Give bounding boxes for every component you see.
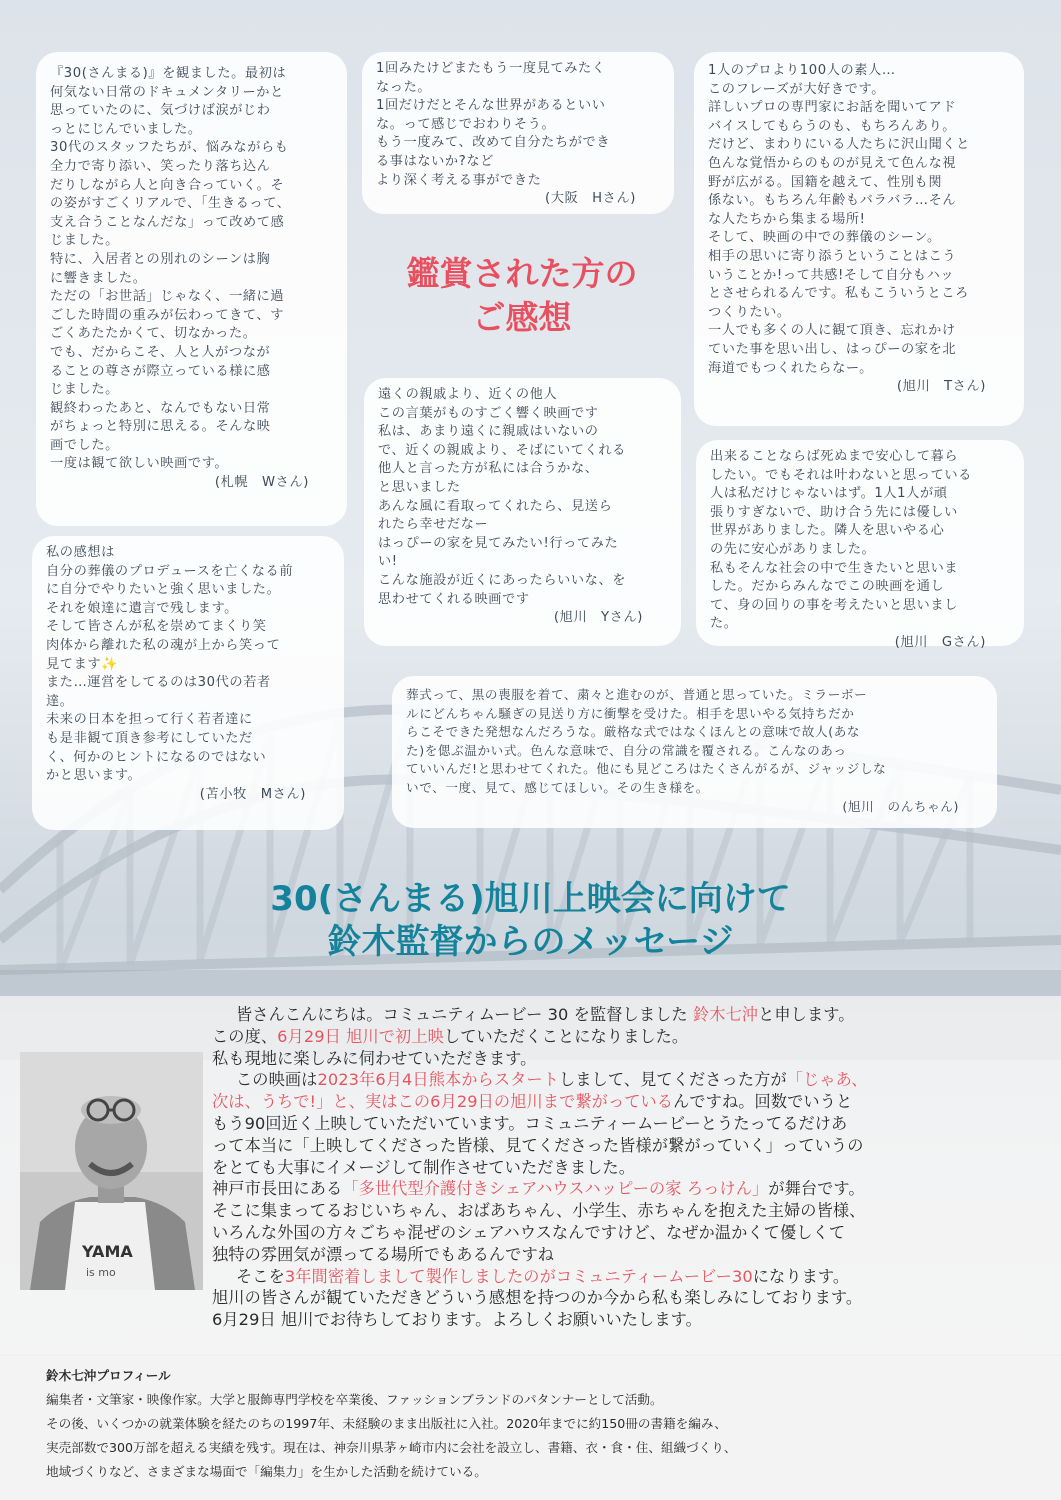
review-body: 私の感想は 自分の葬儀のプロデュースを亡くなる前 に自分でやりたいと強く思いました。 それを娘達に遺言で残します。 そして皆さんが私を崇めてまくり笑 肉体から離れた私の魂が上から笑って 見てます✨ また…運営をしてるのは30代の若者 達。 未来の日本を担って行く若者達に も是非観て頂き参考にしていただ く、何かのヒントになるのではない かと思います。 xyxy=(46,545,294,784)
profile-line: その後、いくつかの就業体験を経たのちの1997年、未経験のまま出版社に入社。2020年までに約150冊の書籍を編み、 xyxy=(46,1416,727,1431)
review-card-asahikawa-t xyxy=(694,52,1024,426)
profile-line: 地域づくりなど、さまざまな場面で「編集力」を生かした活動を続けている。 xyxy=(46,1464,487,1479)
review-signature: (苫小牧 Mさん) xyxy=(199,786,306,802)
director-photo xyxy=(20,1052,203,1290)
review-signature: (札幌 Wさん) xyxy=(214,475,309,491)
profile-title: 鈴木七沖プロフィール xyxy=(46,1368,171,1383)
review-body: 『30(さんまる)』を観ました。最初は 何気ない日常のドキュメンタリーかと 思っていたのに、気づけば涙がじわ っとにじんでいました。 30代のスタッフたちが、悩みながらも 全力で寄り添い、笑ったり落ち込ん だりしながら人と向き合っていく。そ の姿がすごくリアルで、「生きるって、 支え合うことなんだな」って改めて感 じました。 特に、入居者との別れのシーンは胸 に響きました。 ただの「お世話」じゃなく、一緒に過 ごした時間の重みが伝わってきて、す ごくあたたかくて、切なかった。 でも、だからこそ、人と人がつなが ることの尊さが際立っている様に感 じました。 観終わったあと、なんでもない日常 がちょっと特別に思える。そんな映 画でした。 一度は観て欲しい映画です。 xyxy=(50,66,291,472)
svg-text:is mo: is mo xyxy=(86,1266,116,1279)
review-signature: (大阪 Hさん) xyxy=(545,191,636,207)
review-body: 葬式って、黒の喪服を着て、粛々と進むのが、普通と思っていた。ミラーボー ルにどんちゃん騒ぎの見送り方に衝撃を受けた。相手を思いやる気持ちだか らこそできた発想なんだろうな。厳格な式ではなくほんとの意味で故人(あな た)を偲ぶ温かい式。色んな意味で、自分の常識を覆される。こんなのあっ ていいんだ!と思わせてくれた。他にも見どころはたくさんがるが、ジャッジしな いで、一度、見て、感じてほしい。その生き様を。 xyxy=(406,687,887,795)
review-card-osaka xyxy=(362,52,674,214)
profile-line: 実売部数で300万部を超える実績を残す。現在は、神奈川県茅ヶ崎市内に会社を設立し、書籍、衣・食・住、組織づくり、 xyxy=(46,1440,737,1455)
review-card-asahikawa-y xyxy=(364,378,681,646)
review-body: 1回みたけどまたもう一度見てみたく なった。 1回だけだとそんな世界があるといい な。って感じでおわりそう。 もう一度みて、改めて自分たちができ る事はないか?など より深く考える事ができた xyxy=(376,61,611,188)
director-message: 皆さんこんにちは。コミュニティムービー 30 を監督しました 鈴木七沖と申します。 この度、6月29日 旭川で初上映していただくことになりました。 私も現地に楽しみに伺わせていただきます。 この映画は2023年6月4日熊本からスタートしまして、見てくださった方が「じゃあ、 次は、うちで!」と、実はこの6月29日の旭川まで繋がっているんですね。回数でいうと もう90回近く上映していただいています。コミュニティームービーとうたってるだけあ って本当に「上映してくださった皆様、見てくださった皆様が繋がっていく」っていうの をとても大事にイメージして制作させていただきました。 神戸市長田にある「多世代型介護付きシェアハウスハッピーの家 ろっけん」が舞台です。 そこに集まってるおじいちゃん、おばあちゃん、小学生、赤ちゃんを抱えた主婦の皆様、 いろんな外国の方々ごちゃ混ぜのシェアハウスなんですけど、なぜか温かくて優しくて 独特の雰囲気が漂ってる場所でもあるんですね そこを3年間密着しまして製作しましたのがコミュニティームービー30になります。 旭川の皆さんが観ていただきどういう感想を持つのか今から私も楽しみにしております。 6月29日 旭川でお待ちしております。よろしくお願いいたします。 xyxy=(212,1005,868,1330)
review-card-tomakomai xyxy=(32,536,344,830)
review-body: 遠くの親戚より、近くの他人 この言葉がものすごく響く映画です 私は、あまり遠くに親戚はいないの で、近くの親戚より、そばにいてくれる 他人と言った方が私には合うかな、 と思いました あんな風に看取ってくれたら、見送ら れたら幸せだなー はっぴーの家を見てみたい!行ってみた い! こんな施設が近くにあったらいいな、を 思わせてくれる映画です xyxy=(378,387,627,607)
message-section-heading: 30(さんまる)旭川上映会に向けて 鈴木監督からのメッセージ xyxy=(270,879,791,962)
review-body: 1人のプロより100人の素人… このフレーズが大好きです。 詳しいプロの専門家にお話を聞いてアド バイスしてもらうのも、もちろんあり。 だけど、まわりにいる人たちに沢山聞くと 色んな覚悟からのものが見えて色んな視 野が広がる。国籍を越えて、性別も関 係ない。もちろん年齢もバラバラ…そん な人たちから集まる場所! そして、映画の中での葬儀のシーン。 相手の思いに寄り添うということはこう いうことか!って共感!そして自分もハッ とさせられるんです。私もこういうところ つくりたい。 一人でも多くの人に観て頂き、忘れかけ ていた事を思い出し、はっぴーの家を北 海道でもつくれたらなー。 xyxy=(708,63,970,376)
review-signature: (旭川 Yさん) xyxy=(553,610,643,626)
review-card-asahikawa-non xyxy=(392,676,997,828)
review-body: 出来ることならば死ぬまで安心して暮ら したい。でもそれは叶わないと思っている 人は私だけじゃないはず。1人1人が頑 張りすぎないで、助け合う先には優しい 世界がありました。隣人を思いやる心 の先に安心がありました。 私もそんな社会の中で生きたいと思いま した。だからみんなでこの映画を通し て、身の回りの事を考えたいと思いまし た。 xyxy=(710,449,972,632)
review-signature: (旭川 Gさん) xyxy=(894,634,986,650)
review-signature: (旭川 のんちゃん) xyxy=(842,798,959,814)
review-card-sapporo xyxy=(36,52,347,526)
svg-text:YAMA: YAMA xyxy=(82,1242,133,1261)
review-signature: (旭川 Tさん) xyxy=(896,379,986,395)
review-section-heading: 鑑賞された方の ご感想 xyxy=(406,254,638,337)
review-card-asahikawa-g xyxy=(696,440,1024,650)
director-portrait-image xyxy=(20,1052,203,1290)
profile-line: 編集者・文筆家・映像作家。大学と服飾専門学校を卒業後、ファッションブランドのパタンナーとして活動。 xyxy=(46,1392,663,1407)
director-profile xyxy=(0,1356,1061,1500)
